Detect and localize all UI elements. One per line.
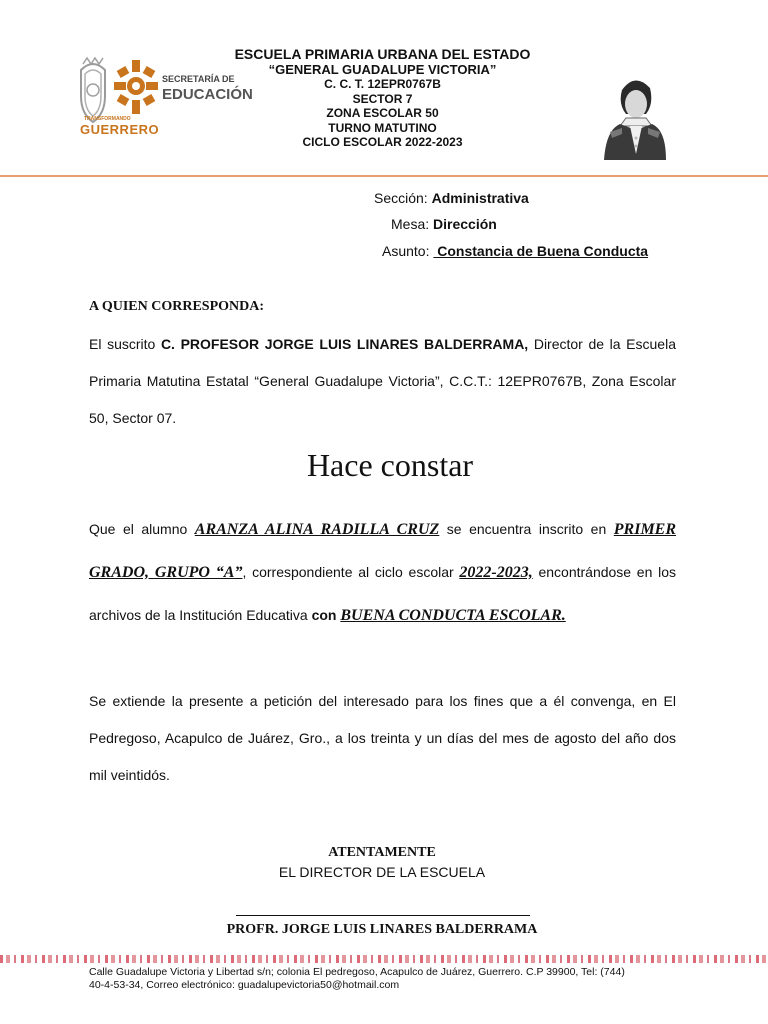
salutation: A QUIEN CORRESPONDA: (89, 299, 265, 314)
director-role: EL DIRECTOR DE LA ESCUELA (278, 864, 486, 880)
intro-text-a: El suscrito (89, 336, 161, 352)
school-zona: ZONA ESCOLAR 50 (326, 106, 439, 121)
cert-text-b: se encuentra inscrito en (439, 521, 614, 537)
school-cct: C. C. T. 12EPR0767B (324, 77, 441, 91)
school-header (230, 46, 535, 150)
signer-name: PROFR. JORGE LUIS LINARES BALDERRAMA (226, 922, 538, 937)
cert-text-d: encontrándose en los archivos de la Institución Educativa (89, 564, 676, 623)
cert-text-c: , correspondiente al ciclo escolar (242, 564, 460, 580)
atentamente-label: ATENTAMENTE (328, 845, 436, 860)
student-name: ARANZA ALINA RADILLA CRUZ (194, 521, 440, 538)
school-alias: “GENERAL GUADALUPE VICTORIA” (268, 62, 497, 77)
intro-paragraph (89, 326, 676, 437)
mesa-label: Mesa: (391, 216, 430, 232)
educacion-label: EDUCACIÓN (162, 86, 253, 103)
asunto-row (382, 243, 648, 259)
mesa-row (391, 216, 497, 232)
school-ciclo: CICLO ESCOLAR 2022-2023 (302, 135, 463, 150)
director-name: C. PROFESOR JORGE LUIS LINARES BALDERRAMA, (160, 336, 529, 352)
seccion-row (374, 190, 529, 206)
school-year: 2022-2023, (459, 564, 533, 581)
transformando-label: TRANSFORMANDO (84, 116, 131, 122)
asunto-value: Constancia de Buena Conducta (433, 243, 649, 259)
education-emblem-icon (112, 58, 160, 118)
closing-paragraph: Se extiende la presente a petición del interesado para los fines que a él convenga, en El Pedregoso, Acapulco de Juárez, Gro., a los treinta y un días del mes de agosto del año dos mil veintidós. (89, 693, 676, 783)
conduct-value: BUENA CONDUCTA ESCOLAR. (340, 607, 566, 624)
hace-constar-heading: Hace constar (306, 447, 474, 483)
cert-text-a: Que el alumno (89, 521, 195, 537)
header-divider (0, 175, 768, 177)
certification-paragraph (89, 508, 676, 637)
school-turno: TURNO MATUTINO (328, 120, 437, 135)
signature-line (236, 915, 530, 916)
guerrero-label: GUERRERO (80, 122, 160, 137)
school-name: ESCUELA PRIMARIA URBANA DEL ESTADO (234, 46, 531, 62)
asunto-label: Asunto: (382, 243, 430, 259)
mesa-value: Dirección (433, 216, 497, 232)
grade-group: PRIMER GRADO, GRUPO “A” (89, 521, 677, 581)
footer-decorative-border (0, 955, 768, 963)
footer-address-line1: Calle Guadalupe Victoria y Libertad s/n; colonia El pedregoso, Acapulco de Juárez, Guerrero. C.P 39900, Tel: (744) (89, 966, 625, 978)
portrait-image (600, 70, 670, 160)
cert-con: con (311, 607, 337, 623)
secretaria-label: SECRETARÍA DE (162, 74, 235, 84)
seccion-value: Administrativa (431, 190, 529, 206)
school-sector: SECTOR 7 (352, 91, 413, 106)
seccion-label: Sección: (374, 190, 428, 206)
footer-address-line2: 40-4-53-34, Correo electrónico: guadalupevictoria50@hotmail.com (89, 979, 400, 991)
intro-text-b: Director de la Escuela Primaria Matutina Estatal “General Guadalupe Victoria”, C.C.T.: 12EPR0767B, Zona Escolar 50, Sector 07. (89, 336, 676, 426)
